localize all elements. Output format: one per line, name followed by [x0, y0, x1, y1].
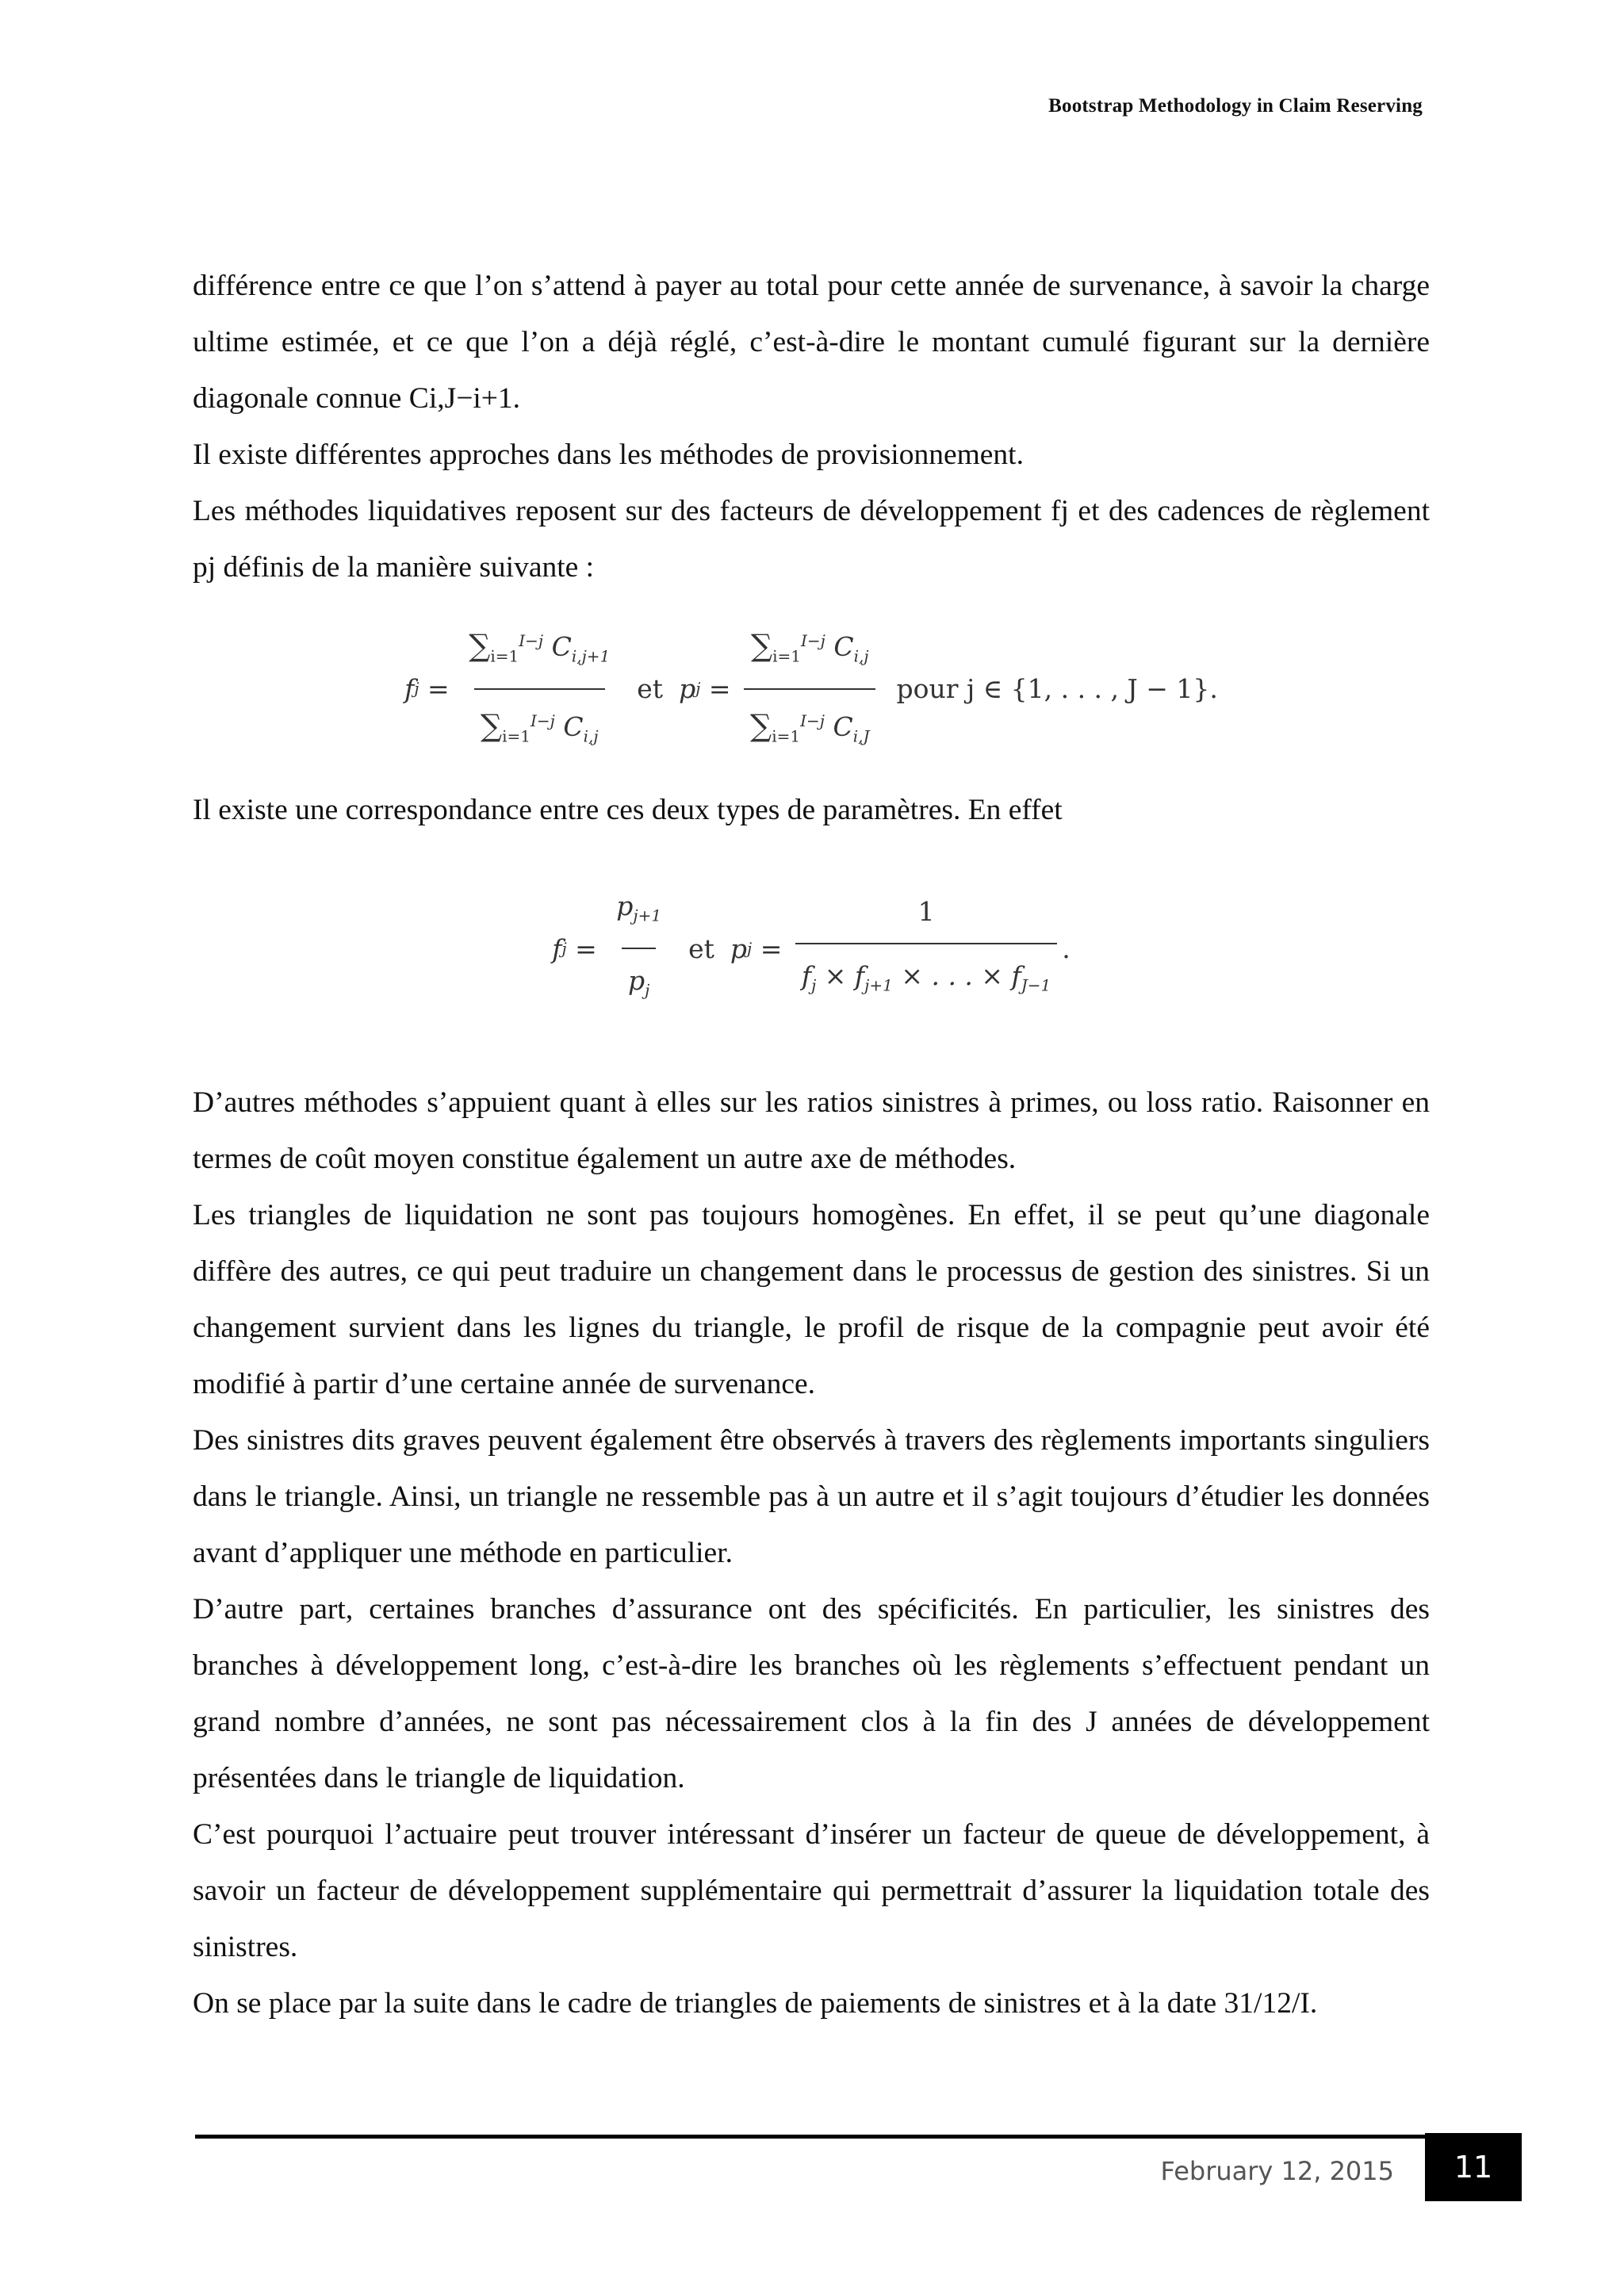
page-body	[193, 258, 1430, 2032]
fraction-fj: $\frac{\sum_{i=1}^{I-j} C_{i,j+1}}{\sum_{i=1}^{I-j} C_{i,j}}$	[462, 613, 616, 764]
running-header: Bootstrap Methodology in Claim Reserving	[1048, 95, 1423, 117]
paragraph: Les méthodes liquidatives reposent sur des facteurs de développement fj et des cadences de règlement pj définis de la manière suivante :	[193, 495, 1430, 584]
page-number-label: 11	[1454, 2150, 1493, 2185]
formula-correspondence: f j = $\frac{p_{j+1}}{p_j}$ et p j = $\frac{1}{f_j \times f_{j+1} \times . . . \times f_{J-1}}$ .	[193, 849, 1430, 1047]
paragraph: Les triangles de liquidation ne sont pas toujours homogènes. En effet, il se peut qu’une diagonale diffère des autres, ce qui peut traduire un changement dans le processus de gestion des sinistres. Si un changement survient dans les lignes du triangle, le profil de risque de la compagnie peut avoir été modifié à partir d’une certaine année de survenance.	[193, 1199, 1430, 1400]
paragraph: D’autres méthodes s’appuient quant à elles sur les ratios sinistres à primes, ou loss ratio. Raisonner en termes de coût moyen constitue également un autre axe de méthodes.	[193, 1086, 1430, 1175]
fraction-pj: $\frac{\sum_{i=1}^{I-j} C_{i,j}}{\sum_{i=1}^{I-j} C_{i,J}}$	[744, 613, 875, 764]
page-number	[1425, 2133, 1522, 2201]
paragraph: différence entre ce que l’on s’attend à payer au total pour cette année de survenance, à savoir la charge ultime estimée, et ce que l’on a déjà réglé, c’est-à-dire le montant cumulé figurant sur la dernière diagonale connue Ci,J−i+1.	[193, 270, 1430, 415]
paragraph: Il existe une correspondance entre ces deux types de paramètres. En effet	[193, 794, 1063, 826]
paragraph: On se place par la suite dans le cadre de triangles de paiements de sinistres et à la date 31/12/I.	[193, 1987, 1318, 2020]
fraction-pj-product: $\frac{1}{f_j \times f_{j+1} \times . . . \times f_{J-1}}$	[795, 883, 1057, 1014]
paragraph: D’autre part, certaines branches d’assurance ont des spécificités. En particulier, les sinistres des branches à développement long, c’est-à-dire les branches où les règlements s’effectuent pendant un grand nombre d’années, ne sont pas nécessairement clos à la fin des J années de développement présentées dans le triangle de liquidation.	[193, 1593, 1430, 1794]
fraction-fj-ratio: $\frac{p_{j+1}}{p_j}$	[610, 878, 668, 1018]
formula-development-factors: f j = $\frac{\sum_{i=1}^{I-j} C_{i,j+1}}{\sum_{i=1}^{I-j} C_{i,j}}$ et p j = $\frac{\sum_{i=1}^{I-j} C_{i,j}}{\sum_{i=1}^{I-j} C_{i,J}}$ pour j ∈ {1, . . . , J − 1}.	[193, 596, 1430, 782]
paragraph: Il existe différentes approches dans les méthodes de provisionnement.	[193, 439, 1024, 471]
footer-divider	[195, 2135, 1432, 2139]
footer-date: February 12, 2015	[1160, 2156, 1394, 2186]
paragraph: Des sinistres dits graves peuvent également être observés à travers des règlements importants singuliers dans le triangle. Ainsi, un triangle ne ressemble pas à un autre et il s’agit toujours d’étudier les données avant d’appliquer une méthode en particulier.	[193, 1424, 1430, 1569]
paragraph: C’est pourquoi l’actuaire peut trouver intéressant d’insérer un facteur de queue de développement, à savoir un facteur de développement supplémentaire qui permettrait d’assurer la liquidation totale des sinistres.	[193, 1818, 1430, 1963]
